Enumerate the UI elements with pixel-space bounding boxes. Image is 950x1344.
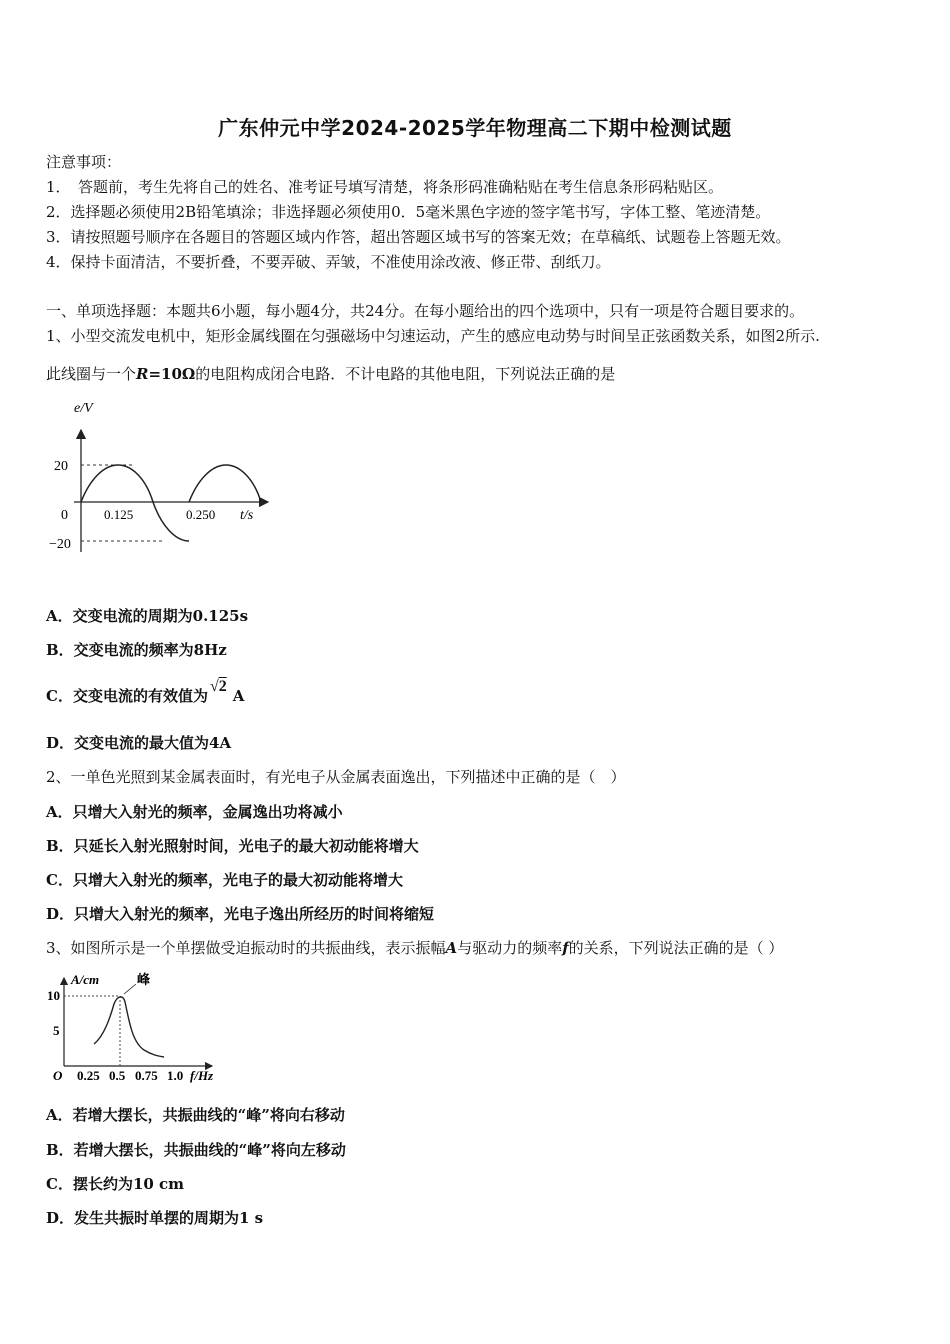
q1-option-a: A．交变电流的周期为0.125s [46,607,249,625]
resonance-curve [94,997,164,1057]
q2-option-c: C．只增大入射光的频率，光电子的最大初动能将增大 [46,871,403,889]
x-axis-label: f/Hz [190,1068,214,1083]
x-tick: 0.75 [135,1068,158,1083]
sine-wave-figure [44,392,284,567]
y-axis-label: A/cm [71,972,100,987]
question-2-stem: 2、一单色光照到某金属表面时，有光电子从金属表面逸出，下列描述中正确的是（ ） [46,768,626,786]
section-heading: 一、单项选择题：本题共6小题，每小题4分，共24分。在每小题给出的四个选项中，只有一项是符合题目要求的。 [46,302,805,320]
question-1-stem: 1、小型交流发电机中，矩形金属线圈在匀强磁场中匀速运动，产生的感应电动势与时间呈正弦函数关系，如图2所示. [46,327,820,345]
q2-option-d: D．只增大入射光的频率，光电子逸出所经历的时间将缩短 [46,905,435,923]
origin-label: 0 [61,508,68,523]
y-tick-5: 5 [53,1023,60,1038]
q2-option-b: B．只延长入射光照射时间，光电子的最大初动能将增大 [46,837,419,855]
sine-curve-1 [81,465,189,541]
q3-option-b: B．若增大摆长，共振曲线的“峰”将向左移动 [46,1141,346,1159]
y-min-label: −20 [49,537,71,552]
q1-option-d: D．交变电流的最大值为4A [46,734,232,752]
question-1-stem-cont: 此线圈与一个R=10Ω的电阻构成闭合电路．不计电路的其他电阻，下列说法正确的是 [46,365,616,383]
peak-pointer [124,984,136,994]
y-axis-label: e/V [74,401,93,416]
notice-item: 2．选择题必须使用2B铅笔填涂；非选择题必须使用0．5毫米黑色字迹的签字笔书写，字体工整、笔迹清楚。 [46,203,771,221]
page-title: 广东仲元中学2024-2025学年物理高二下期中检测试题 [218,116,732,140]
q3-option-a: A．若增大摆长，共振曲线的“峰”将向右移动 [46,1106,345,1124]
notice-heading: 注意事项： [46,153,122,171]
x-tick: 1.0 [167,1068,184,1083]
resonance-curve-figure [44,968,229,1088]
q3-option-d: D．发生共振时单摆的周期为1 s [46,1209,264,1227]
x-tick: 0.5 [109,1068,126,1083]
sqrt-symbol: √2 [209,678,227,695]
notice-item: 3．请按照题号顺序在各题目的答题区域内作答，超出答题区域书写的答案无效；在草稿纸、试题卷上答题无效。 [46,228,791,246]
x-tick: 0.25 [77,1068,100,1083]
question-3-stem: 3、如图所示是一个单摆做受迫振动时的共振曲线，表示振幅A与驱动力的频率f的关系，下列说法正确的是（ ） [46,939,784,957]
q1-option-c: C．交变电流的有效值为√2A [46,678,245,705]
peak-label: 峰 [137,972,151,987]
sine-curve-2 [189,465,261,502]
origin-label: O [53,1068,63,1083]
q1-option-b: B．交变电流的频率为8Hz [46,641,227,659]
y-tick-10: 10 [47,988,60,1003]
q3-option-c: C．摆长约为10 cm [46,1175,185,1193]
x-axis-label: t/s [240,508,254,523]
notice-item: 4．保持卡面清洁，不要折叠，不要弄破、弄皱，不准使用涂改液、修正带、刮纸刀。 [46,253,611,271]
q2-option-a: A．只增大入射光的频率，金属逸出功将减小 [46,803,343,821]
x-tick-0125: 0.125 [104,507,134,522]
x-tick-0250: 0.250 [186,507,216,522]
y-max-label: 20 [54,459,68,474]
notice-item: 1． 答题前，考生先将自己的姓名、准考证号填写清楚，将条形码准确粘贴在考生信息条形码粘贴区。 [46,178,724,196]
